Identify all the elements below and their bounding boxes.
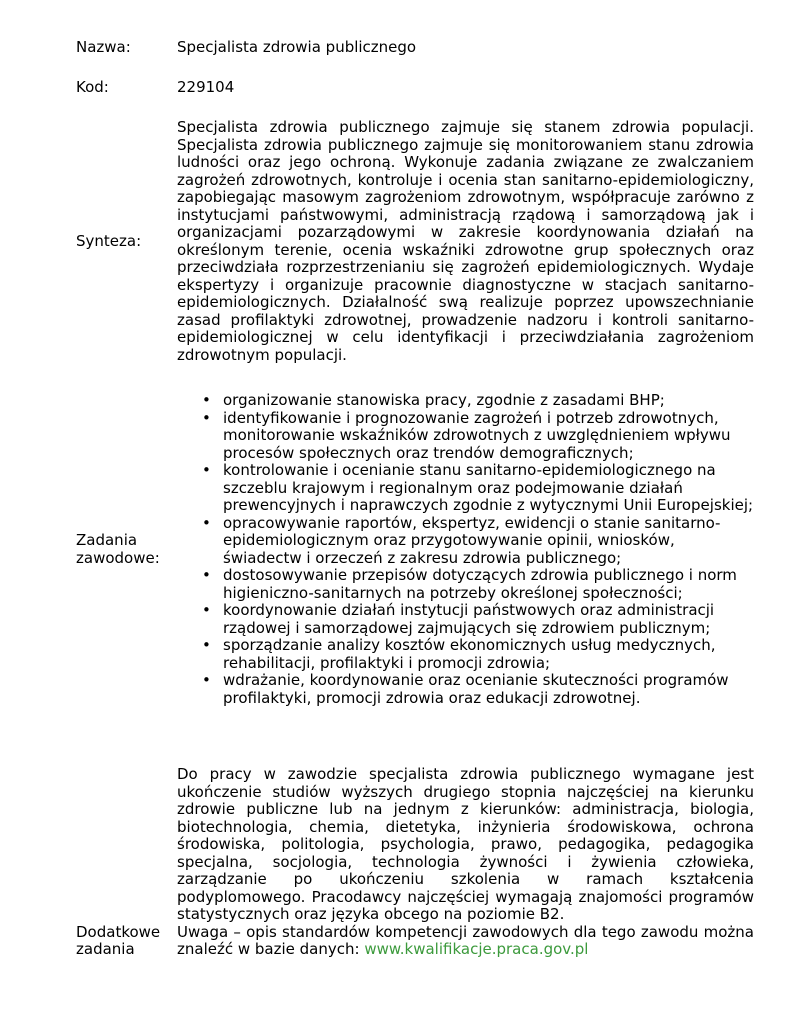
dodatkowe-content [177, 766, 754, 959]
zadania-list-container [177, 392, 754, 707]
dodatkowe-note-text: Uwaga – opis standardów kompetencji zawodowych dla tego zawodu można znaleźć w bazie danych: [177, 922, 754, 958]
synteza-label: Synteza: [76, 231, 142, 250]
dodatkowe-note [177, 924, 754, 959]
task-item: • organizowanie stanowiska pracy, zgodnie z zasadami BHP; [223, 392, 754, 410]
kod-row [76, 79, 754, 97]
zadania-label-line2: zawodowe: [76, 548, 160, 567]
dodatkowe-label-line2: zadania [76, 940, 135, 958]
nazwa-row [76, 39, 754, 57]
task-item: • opracowywanie raportów, ekspertyz, ewidencji o stanie sanitarno-epidemiologicznym oraz przygotowywanie opinii, wniosków, świadectw i orzeczeń z zakresu zdrowia publicznego; [223, 515, 754, 568]
task-item: • wdrażanie, koordynowanie oraz ocenianie skuteczności programów profilaktyki, promocji zdrowia oraz edukacji zdrowotnej. [223, 672, 754, 707]
dodatkowe-label-cell [76, 766, 177, 959]
synteza-row [76, 119, 754, 364]
nazwa-value: Specjalista zdrowia publicznego [177, 38, 417, 56]
tasks-list [177, 392, 754, 707]
task-item: • dostosowywanie przepisów dotyczących zdrowia publicznego i norm higieniczno-sanitarnych na potrzeby określonej społeczności; [223, 567, 754, 602]
dodatkowe-label-line1: Dodatkowe [76, 922, 161, 941]
kwalifikacje-link[interactable]: www.kwalifikacje.praca.gov.pl [364, 940, 589, 958]
task-item: • sporządzanie analizy kosztów ekonomicznych usług medycznych, rehabilitacji, profilaktyki i promocji zdrowia; [223, 637, 754, 672]
kod-value: 229104 [177, 78, 235, 96]
dodatkowe-row [76, 766, 754, 959]
zadania-label-cell [76, 392, 177, 707]
task-item: • kontrolowanie i ocenianie stanu sanitarno-epidemiologicznego na szczeblu krajowym i regionalnym oraz podejmowanie działań prewencyjnych i naprawczych zgodnie z wytycznymi Unii Europejskiej; [223, 462, 754, 515]
zadania-label-line1: Zadania [76, 531, 138, 549]
task-item: • koordynowanie działań instytucji państwowych oraz administracji rządowej i samorządowej zajmujących się zdrowiem publicznym; [223, 602, 754, 637]
dodatkowe-paragraph: Do pracy w zawodzie specjalista zdrowia publicznego wymagane jest ukończenie studiów wyższych drugiego stopnia najczęściej na kierunku zdrowie publiczne lub na jednym z kierunków: administracja, biologia, biotechnologia, chemia, dietetyka, inżynieria środowiskowa, ochrona środowiska, politologia, psychologia, prawo, pedagogika, pedagogika specjalna, socjologia, technologia żywności i żywienia człowieka, zarządzanie po ukończeniu szkolenia w ramach kształcenia podyplomowego. Pracodawcy najczęściej wymagają znajomości programów statystycznych oraz języka obcego na poziomie B2. [177, 765, 754, 923]
kod-label: Kod: [76, 78, 109, 96]
nazwa-label: Nazwa: [76, 38, 131, 56]
task-item: • identyfikowanie i prognozowanie zagrożeń i potrzeb zdrowotnych, monitorowanie wskaźników zdrowotnych z uwzględnieniem wpływu procesów społecznych oraz trendów demograficznych; [223, 410, 754, 463]
synteza-text: Specjalista zdrowia publicznego zajmuje się stanem zdrowia populacji. Specjalista zdrowia publicznego zajmuje się monitorowaniem stanu zdrowia ludności oraz jego ochroną. Wykonuje zadania związane ze zwalczaniem zagrożeń zdrowotnych, kontroluje i ocenia stan sanitarno-epidemiologiczny, zapobiegając masowym zagrożeniom zdrowotnym, współpracuje zarówno z instytucjami państwowymi, administracją rządową i samorządową jak i organizacjami pozarządowymi w zakresie koordynowania działań na określonym terenie, ocenia wskaźniki zdrowotne grup społecznych oraz przeciwdziała rozprzestrzenianiu się zagrożeń epidemiologicznych. Wydaje ekspertyzy i organizuje pracownie diagnostyczne w stacjach sanitarno-epidemiologicznych. Działalność swą realizuje poprzez upowszechnianie zasad profilaktyki zdrowotnej, prowadzenie nadzoru i kontroli sanitarno-epidemiologicznej w celu identyfikacji i przeciwdziałania zagrożeniom zdrowotnym populacji. [177, 118, 754, 364]
synteza-label-cell [76, 119, 177, 364]
zadania-row [76, 392, 754, 707]
